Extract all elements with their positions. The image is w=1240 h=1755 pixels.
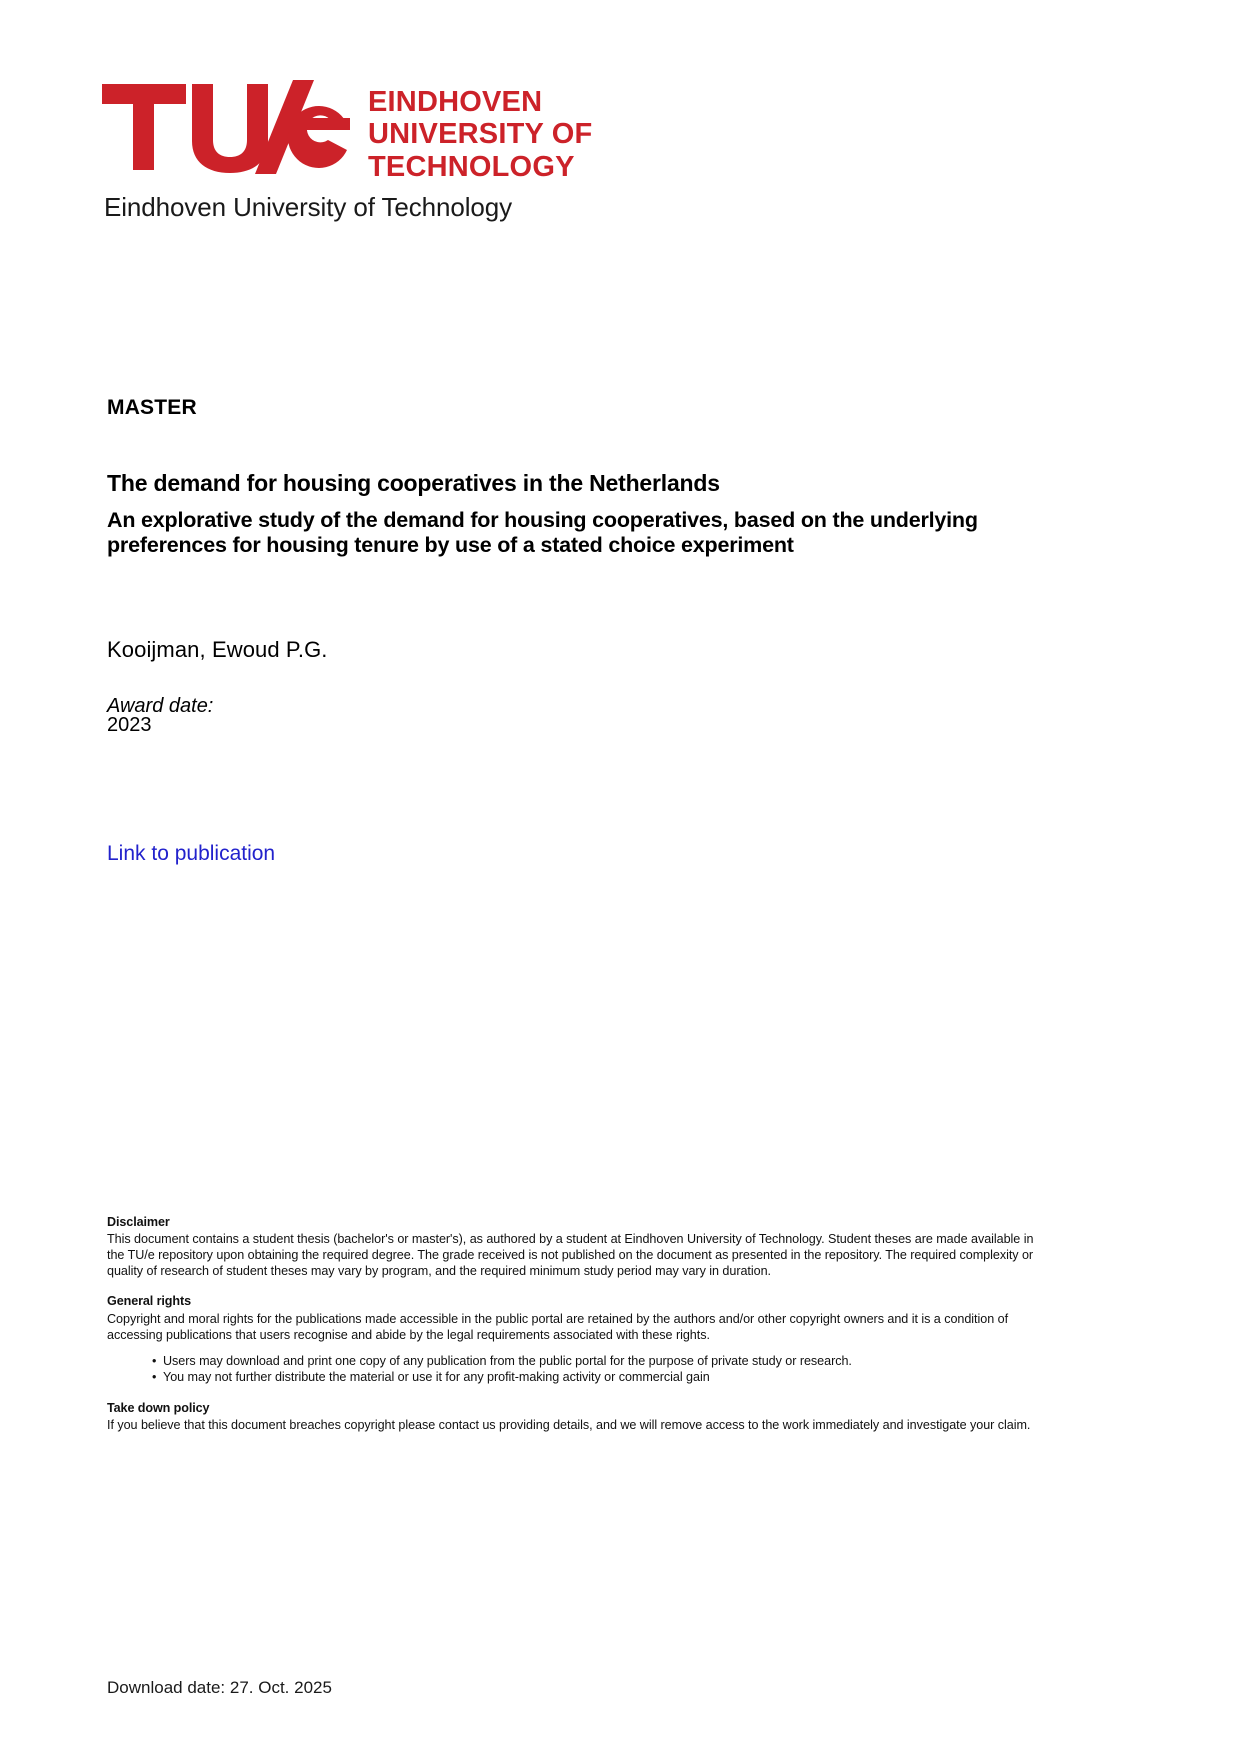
link-to-publication[interactable]: Link to publication (107, 842, 276, 865)
general-rights-body: Copyright and moral rights for the publications made accessible in the public portal are retained by the authors and/or other copyright owners and it is a condition of accessing publications that users recognise and abide by the legal requirements associated with these rights. (107, 1311, 1009, 1342)
tue-wordmark (368, 86, 592, 183)
award-date-value: 2023 (107, 714, 152, 736)
download-date: Download date: 27. Oct. 2025 (107, 1678, 332, 1697)
list-item: • Users may download and print one copy of any publication from the public portal for the purpose of private study or research. (163, 1353, 1042, 1370)
list-item: • You may not further distribute the material or use it for any profit-making activity or commercial gain (163, 1369, 1042, 1386)
document-subtitle: An explorative study of the demand for housing cooperatives, based on the underlying preferences for housing tenure by use of a stated choice experiment (107, 508, 978, 558)
disclaimer-section (107, 1214, 1042, 1279)
general-rights-heading: General rights (107, 1294, 191, 1309)
university-name: Eindhoven University of Technology (104, 192, 513, 222)
disclaimer-body: This document contains a student thesis (bachelor's or master's), as authored by a student at Eindhoven University of Technology. Student theses are made available in the TU/e repository upon obtaining the required degree. The grade received is not published on the document as presented in the repository. The required complexity or quality of research of student theses may vary by program, and the required minimum study period may vary in duration. (107, 1232, 1034, 1279)
tue-logo-mark-icon (100, 78, 350, 176)
author-name: Kooijman, Ewoud P.G. (107, 637, 328, 662)
legal-notices (107, 1214, 1042, 1433)
wordmark-line-1: EINDHOVEN (368, 86, 543, 118)
take-down-policy-section (107, 1400, 1042, 1433)
wordmark-line-3: TECHNOLOGY (368, 150, 575, 183)
disclaimer-heading: Disclaimer (107, 1215, 170, 1229)
take-down-policy-heading: Take down policy (107, 1400, 210, 1415)
take-down-policy-body: If you believe that this document breaches copyright please contact us providing details, and we will remove access to the work immediately and investigate your claim. (107, 1418, 1031, 1433)
degree-label: MASTER (107, 396, 197, 419)
wordmark-line-2: UNIVERSITY OF (368, 118, 593, 151)
page-title: The demand for housing cooperatives in the Netherlands (107, 470, 720, 496)
tue-logo (100, 78, 592, 183)
general-rights-bullets (107, 1353, 1042, 1386)
general-rights-section (107, 1293, 1042, 1386)
award-date-label: Award date: (107, 695, 214, 717)
